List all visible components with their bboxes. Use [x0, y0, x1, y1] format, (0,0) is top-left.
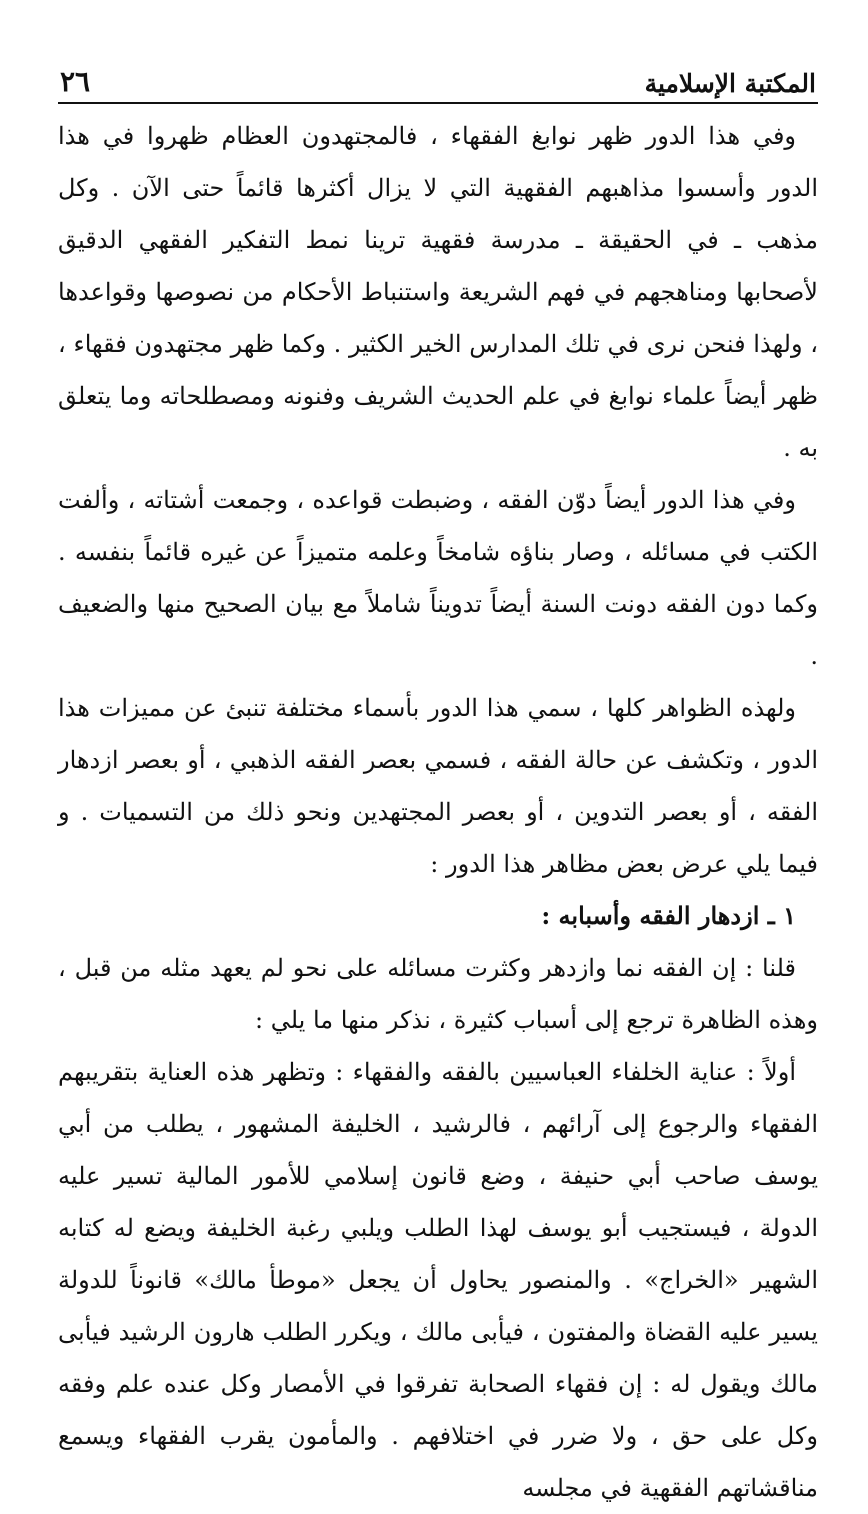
page-number: ٢٦ [60, 65, 91, 98]
paragraph: ولهذه الظواهر كلها ، سمي هذا الدور بأسماء مختلفة تنبئ عن مميزات هذا الدور ، وتكشف عن حالة الفقه ، فسمي بعصر الفقه الذهبي ، أو بعصر ازدهار الفقه ، أو بعصر التدوين ، أو بعصر المجتهدين ونحو ذلك من التسميات . و فيما يلي عرض بعض مظاهر هذا الدور : [58, 694, 818, 878]
paragraph: وفي هذا الدور أيضاً دوّن الفقه ، وضبطت قواعده ، وجمعت أشتاته ، وألفت الكتب في مسائله ، وصار بناؤه شامخاً وعلمه متميزاً عن غيره قائماً بنفسه . وكما دون الفقه دونت السنة أيضاً تدويناً شاملاً مع بيان الصحيح منها والضعيف . [58, 486, 818, 670]
page-header [58, 58, 818, 104]
section-heading: ١ ـ ازدهار الفقه وأسبابه : [541, 901, 796, 930]
page-body [58, 110, 818, 1514]
running-title: المكتبة الإسلامية [644, 69, 816, 98]
paragraph: أولاً : عناية الخلفاء العباسيين بالفقه والفقهاء : وتظهر هذه العناية بتقريبهم الفقهاء والرجوع إلى آرائهم ، فالرشيد ، الخليفة المشهور ، يطلب من أبي يوسف صاحب أبي حنيفة ، وضع قانون إسلامي للأمور المالية تسير عليه الدولة ، فيستجيب أبو يوسف لهذا الطلب ويلبي رغبة الخليفة ويضع له كتابه الشهير «الخراج» . والمنصور يحاول أن يجعل «موطأ مالك» قانوناً للدولة يسير عليه القضاة والمفتون ، فيأبى مالك ، ويكرر الطلب هارون الرشيد فيأبى مالك ويقول له : إن فقهاء الصحابة تفرقوا في الأمصار وكل عنده علم وفقه وكل على حق ، ولا ضرر في اختلافهم . والمأمون يقرب الفقهاء ويسمع مناقشاتهم الفقهية في مجلسه [58, 1058, 819, 1502]
book-page [58, 58, 818, 1514]
paragraph: وفي هذا الدور ظهر نوابغ الفقهاء ، فالمجتهدون العظام ظهروا في هذا الدور وأسسوا مذاهبهم الفقهية التي لا يزال أكثرها قائماً حتى الآن . وكل مذهب ـ في الحقيقة ـ مدرسة فقهية ترينا نمط التفكير الفقهي الدقيق لأصحابها ومناهجهم في فهم الشريعة واستنباط الأحكام من نصوصها وقواعدها ، ولهذا فنحن نرى في تلك المدارس الخير الكثير . وكما ظهر مجتهدون فقهاء ، ظهر أيضاً علماء نوابغ في علم الحديث الشريف وفنونه ومصطلحاته وما يتعلق به . [58, 122, 819, 462]
paragraph: قلنا : إن الفقه نما وازدهر وكثرت مسائله على نحو لم يعهد مثله من قبل ، وهذه الظاهرة ترجع إلى أسباب كثيرة ، نذكر منها ما يلي : [58, 954, 818, 1034]
